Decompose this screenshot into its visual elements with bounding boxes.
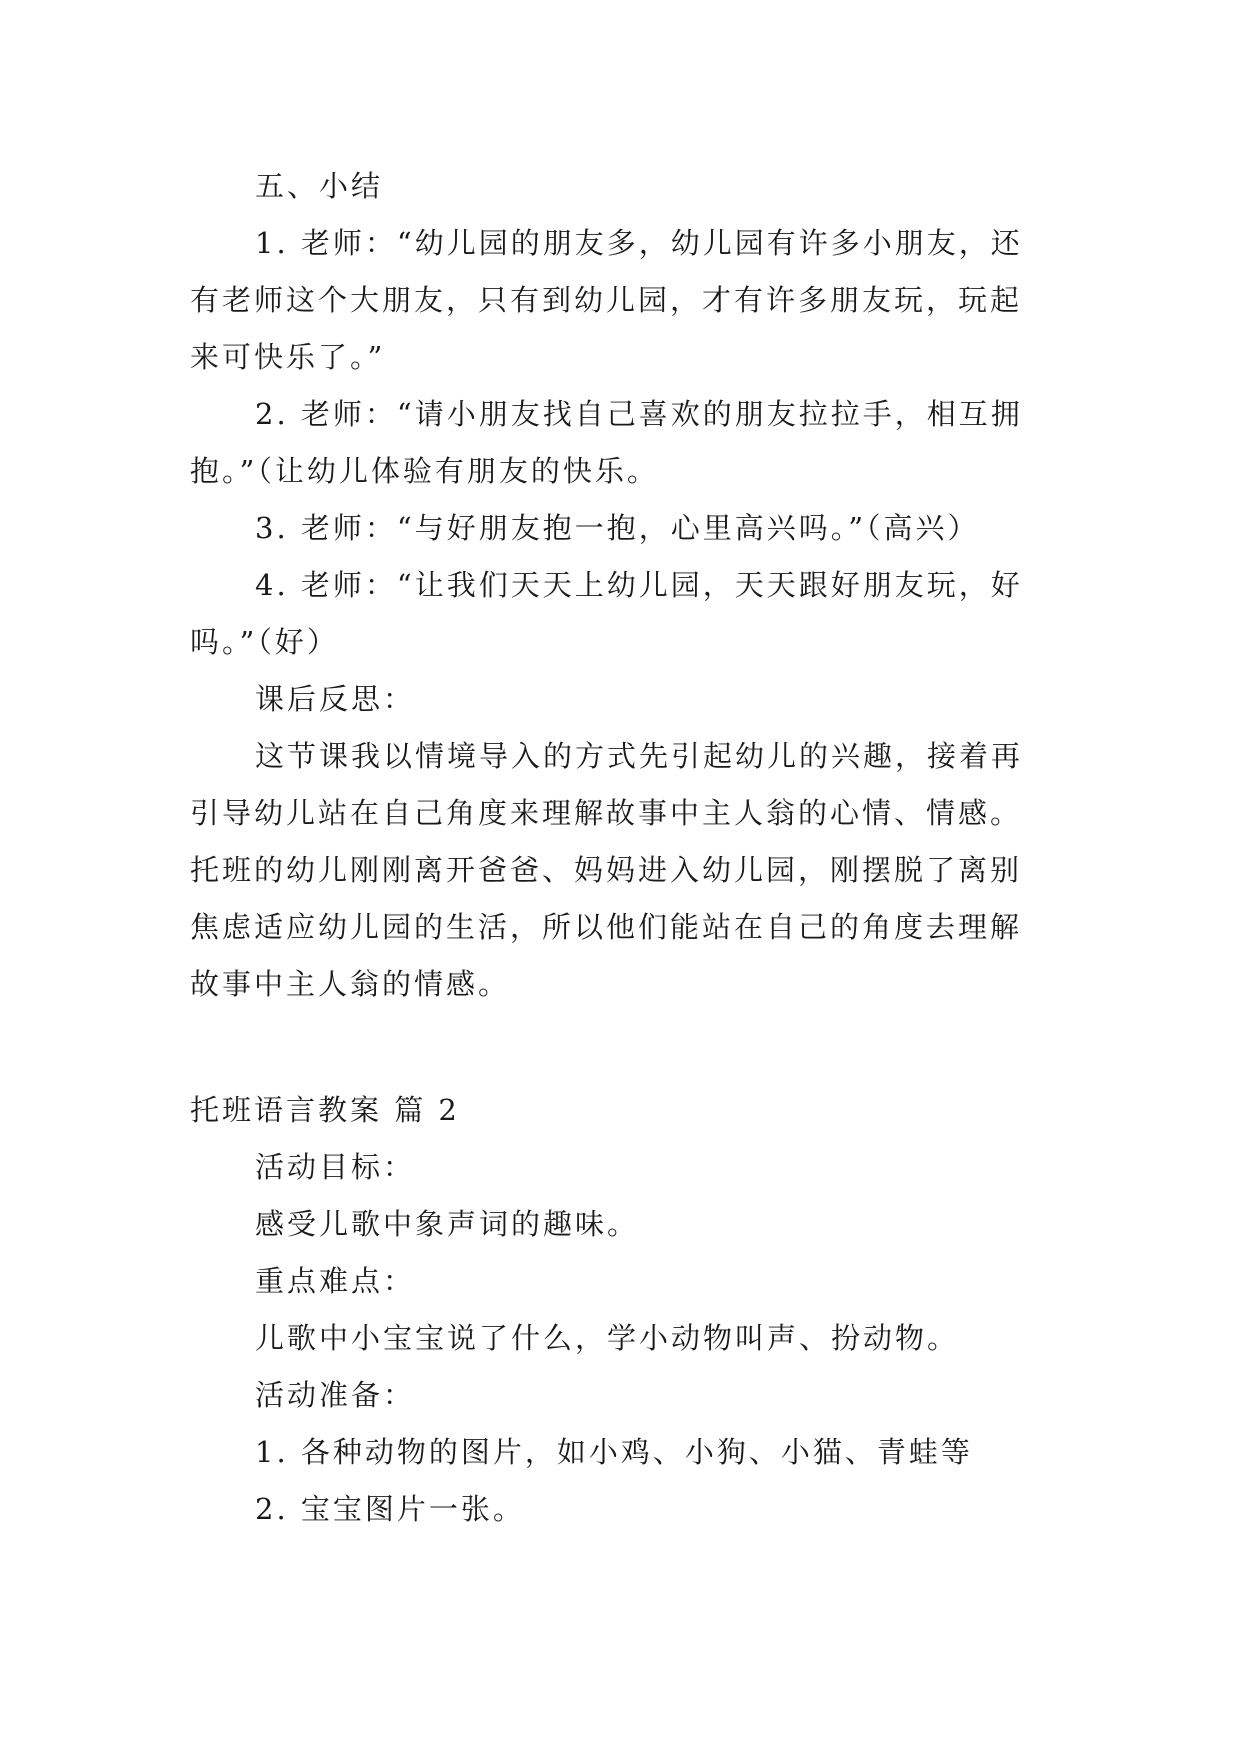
- preparation-item-1: 1. 各种动物的图片，如小鸡、小狗、小猫、青蛙等: [255, 1435, 973, 1469]
- goal-text: 感受儿歌中象声词的趣味。: [255, 1207, 640, 1241]
- summary-item-1-line-1: 1. 老师：“幼儿园的朋友多，幼儿园有许多小朋友，还: [255, 226, 1023, 260]
- reflection-line-4: 焦虑适应幼儿园的生活，所以他们能站在自己的角度去理解: [190, 910, 1023, 944]
- reflection-line-3: 托班的幼儿刚刚离开爸爸、妈妈进入幼儿园，刚摆脱了离别: [190, 853, 1023, 887]
- summary-item-4-line-2: 吗。”（好）: [190, 625, 339, 659]
- summary-item-1-line-2: 有老师这个大朋友，只有到幼儿园，才有许多朋友玩，玩起: [190, 283, 1023, 317]
- summary-item-1-line-3: 来可快乐了。”: [190, 340, 386, 374]
- section-heading-summary: 五、小结: [255, 169, 384, 203]
- reflection-line-5: 故事中主人翁的情感。: [190, 967, 511, 1001]
- summary-item-2-line-2: 抱。”（让幼儿体验有朋友的快乐。: [190, 454, 659, 488]
- reflection-heading: 课后反思：: [255, 682, 416, 716]
- key-points-text: 儿歌中小宝宝说了什么，学小动物叫声、扮动物。: [255, 1321, 960, 1355]
- key-points-heading: 重点难点：: [255, 1264, 416, 1298]
- goal-heading: 活动目标：: [255, 1150, 416, 1184]
- reflection-line-2: 引导幼儿站在自己角度来理解故事中主人翁的心情、情感。: [190, 796, 1023, 830]
- preparation-item-2: 2. 宝宝图片一张。: [255, 1492, 525, 1526]
- summary-item-4-line-1: 4. 老师：“让我们天天上幼儿园，天天跟好朋友玩，好: [255, 568, 1023, 602]
- summary-item-2-line-1: 2. 老师：“请小朋友找自己喜欢的朋友拉拉手，相互拥: [255, 397, 1023, 431]
- preparation-heading: 活动准备：: [255, 1378, 416, 1412]
- reflection-line-1: 这节课我以情境导入的方式先引起幼儿的兴趣，接着再: [255, 739, 1024, 773]
- section-2-title: 托班语言教案 篇 2: [190, 1093, 460, 1127]
- summary-item-3: 3. 老师：“与好朋友抱一抱，心里高兴吗。”（高兴）: [255, 511, 980, 545]
